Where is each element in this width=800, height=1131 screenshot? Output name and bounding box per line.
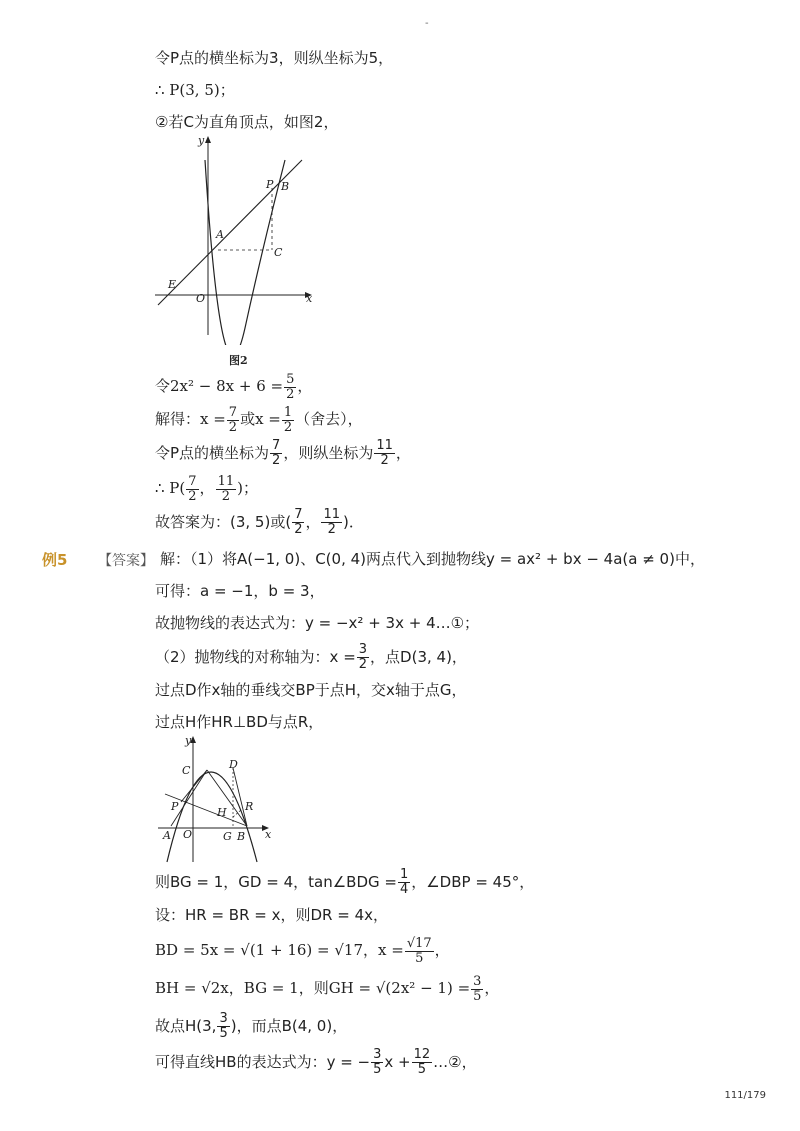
text-line-7: ∴ P( $\frac{7}{2}$ ， $\frac{11}{2}$ )； bbox=[155, 473, 258, 504]
text-line-5: 解得：x = $\frac{7}{2}$ 或x = $\frac{1}{2}$ （舍去）， bbox=[155, 404, 363, 435]
page-number: 111/179 bbox=[724, 1090, 766, 1101]
label-p: P bbox=[266, 178, 274, 191]
text-line-3: ②若C为直角顶点，如图2， bbox=[155, 113, 339, 131]
label-a: A bbox=[163, 829, 171, 842]
parabola-curve bbox=[167, 772, 257, 862]
figure-3-parabola-graph bbox=[155, 732, 275, 864]
label-d: D bbox=[229, 758, 238, 771]
label-r: R bbox=[245, 800, 254, 813]
text-line-18: BH = √2x，BG = 1，则GH = √(2x² − 1) = $\frac{3}{5}$ ， bbox=[155, 973, 500, 1004]
text-line-10: 可得：a = −1，b = 3， bbox=[155, 582, 325, 600]
text-line-1: 令P点的横坐标为3，则纵坐标为5， bbox=[155, 49, 394, 67]
text-line-6: 令P点的横坐标为 $\frac{7}{2}$ ，则纵坐标为 $\frac{11}{2}$ ， bbox=[155, 438, 411, 468]
text-line-15: 则BG = 1，GD = 4，tan∠BDG = $\frac{1}{4}$ ，∠DBP = 45°， bbox=[155, 867, 535, 897]
text-line-14: 过点H作HR⊥BD与点R， bbox=[155, 713, 324, 731]
top-mark: - bbox=[425, 18, 429, 29]
segment-cb bbox=[207, 770, 247, 826]
example-label: 例5 bbox=[42, 551, 68, 569]
label-c: C bbox=[274, 246, 283, 259]
label-h: H bbox=[217, 806, 227, 819]
label-e: E bbox=[168, 278, 177, 291]
label-y: y bbox=[198, 134, 205, 147]
text-line-4: 令2x² − 8x + 6 = $\frac{5}{2}$ ， bbox=[155, 371, 313, 402]
label-x: x bbox=[265, 828, 272, 841]
label-c: C bbox=[182, 764, 191, 777]
text-line-20: 可得直线HB的表达式为：y = − $\frac{3}{5}$ x + $\frac{12}{5}$ …②， bbox=[155, 1047, 477, 1077]
text-line-16: 设：HR = BR = x，则DR = 4x， bbox=[155, 906, 388, 924]
y-axis-arrow bbox=[205, 136, 211, 143]
figure-2-caption: 图2 bbox=[229, 354, 248, 367]
label-b: B bbox=[237, 830, 246, 843]
text-line-9: 解：（1）将A(−1, 0)、C(0, 4)两点代入到抛物线y = ax² + bx − 4a(a ≠ 0)中， bbox=[160, 550, 705, 568]
label-o: O bbox=[196, 292, 206, 305]
text-line-2: ∴ P(3, 5)； bbox=[155, 81, 235, 99]
label-o: O bbox=[183, 828, 193, 841]
figure-2-parabola-graph bbox=[150, 130, 320, 345]
label-a: A bbox=[216, 228, 224, 241]
text-line-8: 故答案为：(3, 5)或( $\frac{7}{2}$ ， $\frac{11}{2}$ )． bbox=[155, 507, 364, 537]
label-g: G bbox=[223, 830, 232, 843]
answer-tag: 【答案】 bbox=[98, 553, 154, 569]
text-line-17: BD = 5x = √(1 + 16) = √17，x = $\frac{√17}{5}$ ， bbox=[155, 935, 450, 966]
text-line-12: （2）抛物线的对称轴为：x = $\frac{3}{2}$ ，点D(3, 4)， bbox=[155, 642, 467, 672]
label-b: B bbox=[281, 180, 290, 193]
label-y: y bbox=[185, 734, 192, 747]
label-p: P bbox=[171, 800, 179, 813]
label-x: x bbox=[306, 292, 313, 305]
text-line-11: 故抛物线的表达式为：y = −x² + 3x + 4…①； bbox=[155, 614, 480, 632]
text-line-13: 过点D作x轴的垂线交BP于点H，交x轴于点G， bbox=[155, 681, 467, 699]
text-line-19: 故点H(3, $\frac{3}{5}$ )，而点B(4, 0)， bbox=[155, 1011, 348, 1041]
